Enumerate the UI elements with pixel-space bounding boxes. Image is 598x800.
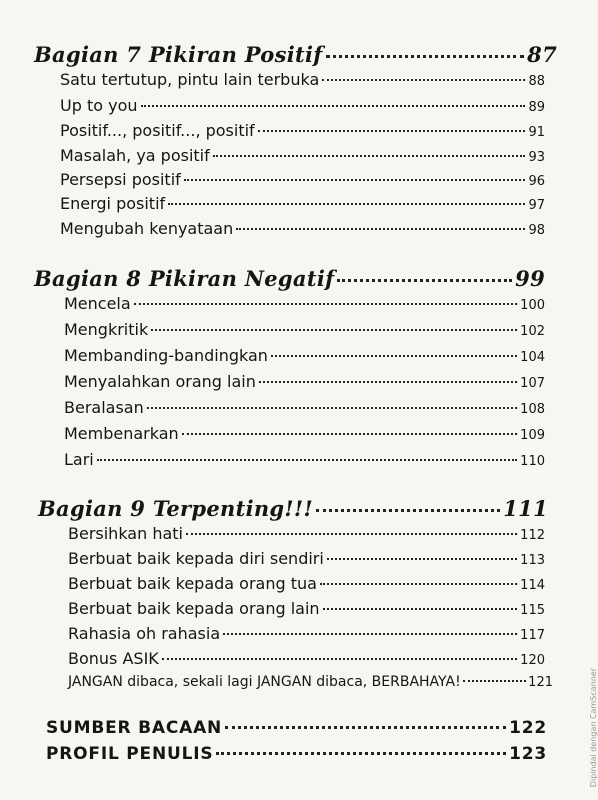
entry-title: Membanding-bandingkan <box>64 346 268 365</box>
dot-leader <box>463 680 526 682</box>
entry-title: Berbuat baik kepada orang lain <box>68 599 320 618</box>
entry-title: SUMBER BACAAN <box>46 718 223 738</box>
entry-page-number: 123 <box>509 744 547 764</box>
section-8-heading <box>34 266 545 291</box>
entry-title: PROFIL PENULIS <box>46 744 214 764</box>
dot-leader <box>223 633 517 635</box>
section-title: Bagian 9 Terpenting!!! <box>38 496 313 521</box>
toc-entry <box>68 524 545 543</box>
entry-page-number: 115 <box>520 603 545 618</box>
toc-entry <box>64 346 545 365</box>
entry-title: Berbuat baik kepada orang tua <box>68 574 317 593</box>
toc-entry <box>64 398 545 417</box>
toc-entry <box>60 170 545 189</box>
entry-page-number: 91 <box>528 125 545 140</box>
section-title: Bagian 8 Pikiran Negatif <box>34 266 335 291</box>
section-page-number: 87 <box>527 42 557 67</box>
dot-leader <box>97 459 517 461</box>
dot-leader <box>184 179 526 181</box>
dot-leader <box>186 533 517 535</box>
entry-page-number: 97 <box>528 198 545 213</box>
dot-leader <box>168 203 525 205</box>
dot-leader <box>147 407 517 409</box>
toc-entry <box>68 549 545 568</box>
entry-page-number: 104 <box>520 350 545 365</box>
entry-title: Beralasan <box>64 398 144 417</box>
entry-page-number: 120 <box>520 653 545 668</box>
dot-leader <box>271 355 517 357</box>
toc-entry <box>60 96 545 115</box>
dot-leader <box>141 105 526 107</box>
dot-leader <box>225 726 506 729</box>
entry-page-number: 121 <box>528 675 553 690</box>
entry-page-number: 100 <box>520 298 545 313</box>
entry-title: Berbuat baik kepada diri sendiri <box>68 549 324 568</box>
entry-page-number: 89 <box>528 100 545 115</box>
entry-page-number: 98 <box>528 223 545 238</box>
dot-leader <box>337 279 512 282</box>
dot-leader <box>236 228 525 230</box>
entry-title: Masalah, ya positif <box>60 146 210 165</box>
dot-leader <box>258 130 526 132</box>
toc-entry <box>60 194 545 213</box>
entry-page-number: 117 <box>520 628 545 643</box>
toc-entry <box>64 372 545 391</box>
entry-page-number: 96 <box>528 174 545 189</box>
toc-entry <box>64 294 545 313</box>
section-page-number: 99 <box>515 266 545 291</box>
section-title: Bagian 7 Pikiran Positif <box>34 42 323 67</box>
dot-leader <box>316 509 500 512</box>
section-9-heading <box>38 496 548 521</box>
dot-leader <box>213 155 526 157</box>
toc-entry <box>60 121 545 140</box>
entry-page-number: 108 <box>520 402 545 417</box>
entry-page-number: 109 <box>520 428 545 443</box>
toc-entry <box>64 450 545 469</box>
entry-title: Bonus ASIK <box>68 649 159 668</box>
toc-entry <box>60 219 545 238</box>
dot-leader <box>327 558 517 560</box>
dot-leader <box>323 608 518 610</box>
dot-leader <box>151 329 517 331</box>
entry-title: Menyalahkan orang lain <box>64 372 256 391</box>
scanner-watermark: Dipindai dengan CamScanner <box>589 668 598 788</box>
dot-leader <box>182 433 517 435</box>
dot-leader <box>326 55 525 58</box>
entry-title: Lari <box>64 450 94 469</box>
toc-entry <box>68 649 545 668</box>
section-7-heading <box>34 42 557 67</box>
entry-title: JANGAN dibaca, sekali lagi JANGAN dibaca, BERBAHAYA! <box>68 674 461 690</box>
dot-leader <box>322 79 525 81</box>
entry-page-number: 102 <box>520 324 545 339</box>
entry-page-number: 110 <box>520 454 545 469</box>
toc-entry <box>68 574 545 593</box>
entry-title: Up to you <box>60 96 138 115</box>
dot-leader <box>259 381 517 383</box>
toc-entry <box>60 70 545 89</box>
entry-title: Mengubah kenyataan <box>60 219 234 238</box>
entry-title: Membenarkan <box>64 424 179 443</box>
entry-title: Mencela <box>64 294 131 313</box>
entry-page-number: 107 <box>520 376 545 391</box>
entry-title: Energi positif <box>60 194 166 213</box>
dot-leader <box>162 658 517 660</box>
entry-title: Positif..., positif..., positif <box>60 121 255 140</box>
entry-page-number: 88 <box>528 74 545 89</box>
toc-entry <box>60 146 545 165</box>
entry-title: Rahasia oh rahasia <box>68 624 221 643</box>
entry-page-number: 114 <box>520 578 545 593</box>
toc-entry <box>68 624 545 643</box>
section-page-number: 111 <box>503 496 548 521</box>
entry-title: Persepsi positif <box>60 170 181 189</box>
dot-leader <box>320 583 517 585</box>
closing-entry-profil-penulis <box>46 744 547 764</box>
closing-entry-sumber-bacaan <box>46 718 547 738</box>
entry-page-number: 113 <box>520 553 545 568</box>
toc-entry <box>64 424 545 443</box>
entry-page-number: 93 <box>528 150 545 165</box>
dot-leader <box>134 303 517 305</box>
toc-entry <box>68 599 545 618</box>
entry-title: Bersihkan hati <box>68 524 183 543</box>
entry-title: Satu tertutup, pintu lain terbuka <box>60 70 320 89</box>
toc-entry <box>64 320 545 339</box>
toc-entry <box>68 674 553 690</box>
entry-title: Mengkritik <box>64 320 149 339</box>
entry-page-number: 112 <box>520 528 545 543</box>
entry-page-number: 122 <box>509 718 547 738</box>
dot-leader <box>216 752 506 755</box>
